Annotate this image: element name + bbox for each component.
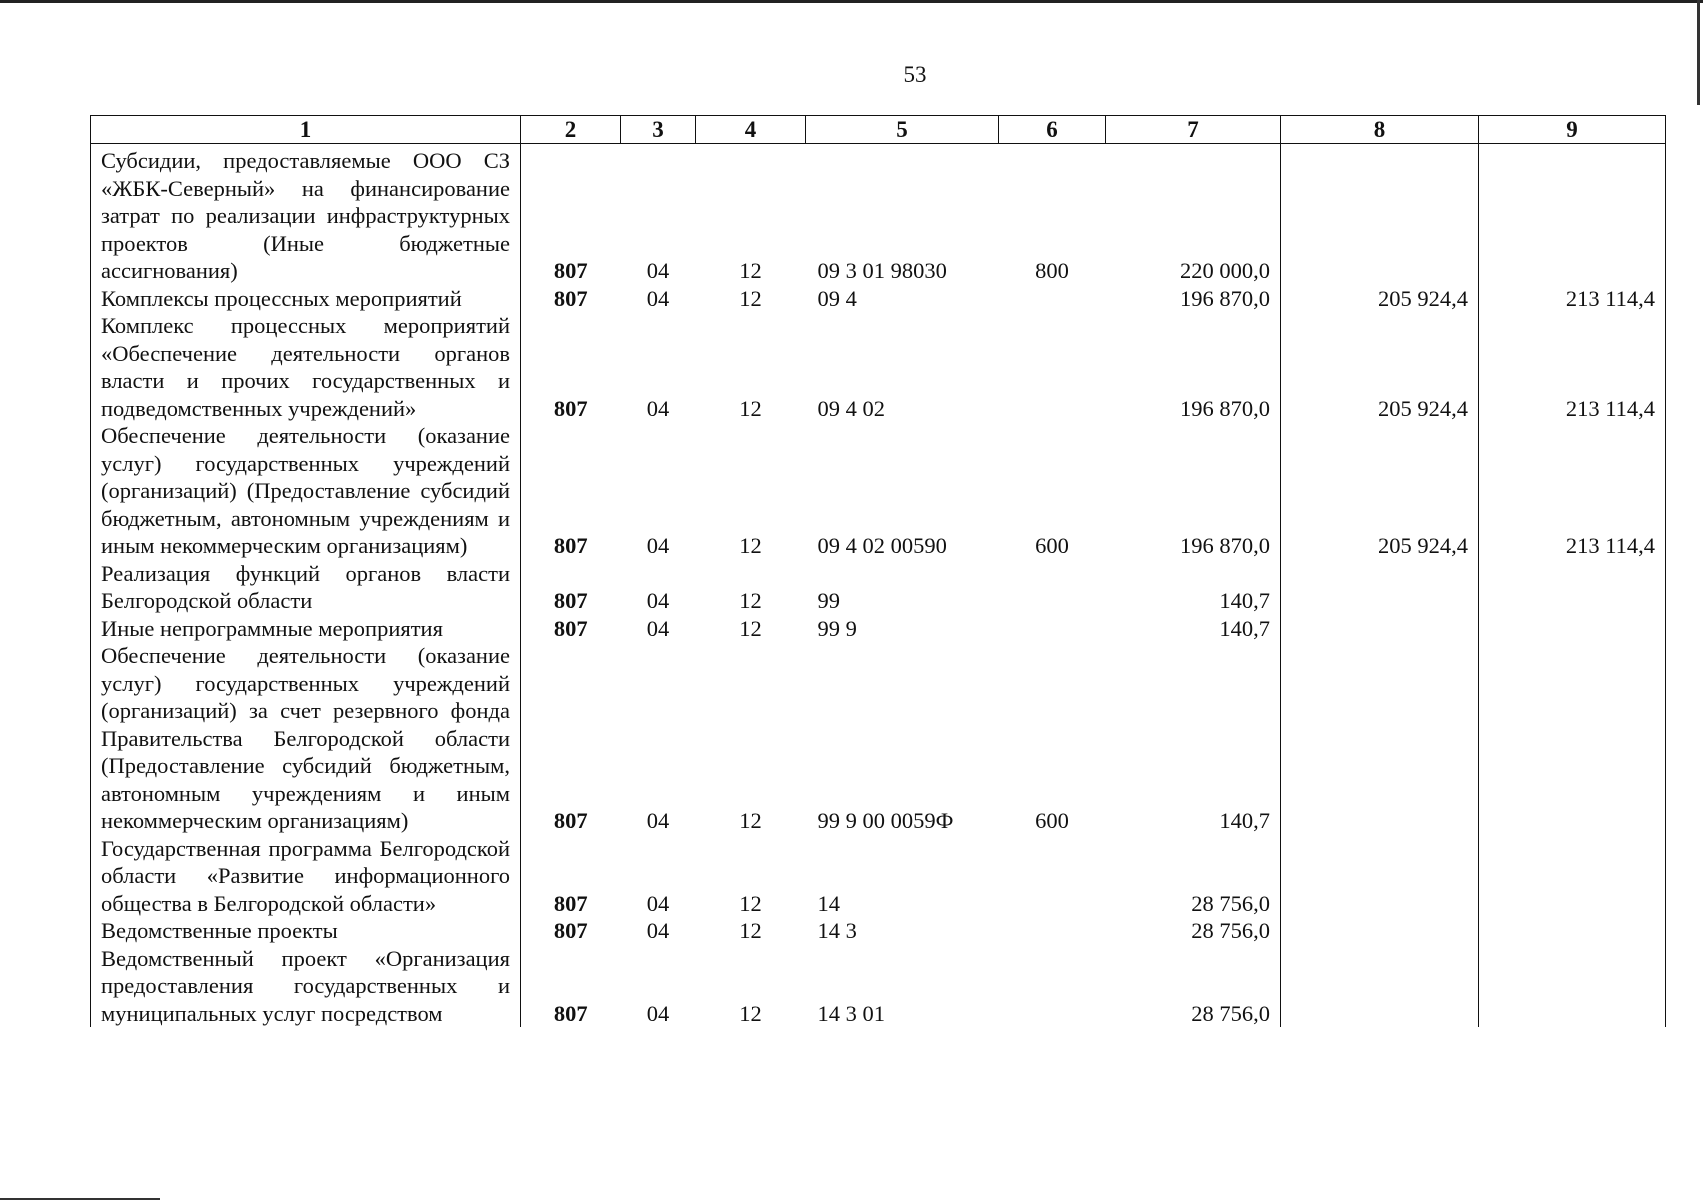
column-header: 1 <box>91 116 521 144</box>
expense-type <box>999 285 1106 313</box>
amount-col9 <box>1479 642 1666 835</box>
table-row <box>91 615 1666 643</box>
row-name: Ведомственный проект «Организация предоставления государственных и муниципальных услуг посредством <box>91 945 521 1028</box>
column-header: 7 <box>1106 116 1281 144</box>
row-name: Государственная программа Белгородской области «Развитие информационного общества в Белгородской области» <box>91 835 521 918</box>
ministry-code: 807 <box>521 422 621 560</box>
ministry-code: 807 <box>521 945 621 1028</box>
expense-type <box>999 945 1106 1028</box>
table-row <box>91 312 1666 422</box>
row-name: Иные непрограммные мероприятия <box>91 615 521 643</box>
row-name: Комплексы процессных мероприятий <box>91 285 521 313</box>
section-code: 04 <box>646 1000 670 1026</box>
section-code: 04 <box>646 258 670 283</box>
expense-type: 600 <box>1035 808 1069 833</box>
amount-col8: 205 924,4 <box>1281 422 1479 560</box>
column-header: 5 <box>806 116 999 144</box>
amount-col9 <box>1479 945 1666 1028</box>
row-name: Комплекс процессных мероприятий «Обеспечение деятельности органов власти и прочих государственных и подведомственных учреждений» <box>91 312 521 422</box>
column-header: 4 <box>696 116 806 144</box>
target-article: 09 4 <box>817 285 857 311</box>
amount-col7: 220 000,0 <box>1106 144 1281 285</box>
row-name: Ведомственные проекты <box>91 917 521 945</box>
amount-col9 <box>1479 144 1666 285</box>
subsection-code: 12 <box>739 285 762 311</box>
table-row <box>91 642 1666 835</box>
ministry-code: 807 <box>521 144 621 285</box>
column-header: 8 <box>1281 116 1479 144</box>
ministry-code: 807 <box>521 642 621 835</box>
amount-col7: 196 870,0 <box>1106 285 1281 313</box>
row-name: Реализация функций органов власти Белгородской области <box>91 560 521 615</box>
section-code: 04 <box>646 588 670 613</box>
amount-col8 <box>1281 917 1479 945</box>
amount-col9 <box>1479 560 1666 615</box>
ministry-code: 807 <box>521 917 621 945</box>
table-row <box>91 945 1666 1028</box>
amount-col9: 213 114,4 <box>1479 312 1666 422</box>
target-article: 09 4 02 <box>817 395 885 421</box>
target-article: 99 <box>817 588 840 613</box>
amount-col7: 28 756,0 <box>1106 835 1281 918</box>
amount-col8 <box>1281 835 1479 918</box>
target-article: 99 9 <box>817 615 857 641</box>
table-row <box>91 560 1666 615</box>
ministry-code: 807 <box>521 560 621 615</box>
target-article: 09 3 01 98030 <box>817 258 947 283</box>
expense-type <box>999 917 1106 945</box>
subsection-code: 12 <box>739 395 762 421</box>
row-name: Обеспечение деятельности (оказание услуг) государственных учреждений (организаций) за счет резервного фонда Правительства Белгородской области (Предоставление субсидий бюджетным, автономным учреждениям и иным некоммерческим организациям) <box>91 642 521 835</box>
table-header-row <box>91 116 1666 144</box>
expense-type <box>999 312 1106 422</box>
subsection-code: 12 <box>739 533 762 558</box>
column-header: 3 <box>621 116 696 144</box>
expense-type <box>999 560 1106 615</box>
row-name: Субсидии, предоставляемые ООО СЗ «ЖБК-Северный» на финансирование затрат по реализации инфраструктурных проектов (Иные бюджетные ассигнования) <box>91 144 521 285</box>
amount-col8: 205 924,4 <box>1281 285 1479 313</box>
subsection-code: 12 <box>739 588 762 613</box>
target-article: 14 3 <box>817 918 857 943</box>
target-article: 14 <box>817 890 840 916</box>
table-row <box>91 835 1666 918</box>
page-top-rule <box>0 0 1703 3</box>
ministry-code: 807 <box>521 615 621 643</box>
subsection-code: 12 <box>739 258 762 283</box>
section-code: 04 <box>646 285 670 311</box>
amount-col8 <box>1281 144 1479 285</box>
target-article: 14 3 01 <box>817 1000 885 1026</box>
section-code: 04 <box>646 918 670 943</box>
amount-col7: 140,7 <box>1106 642 1281 835</box>
amount-col7: 196 870,0 <box>1106 422 1281 560</box>
subsection-code: 12 <box>739 890 762 916</box>
amount-col7: 140,7 <box>1106 615 1281 643</box>
column-header: 2 <box>521 116 621 144</box>
amount-col8 <box>1281 615 1479 643</box>
table-row <box>91 422 1666 560</box>
ministry-code: 807 <box>521 285 621 313</box>
amount-col7: 196 870,0 <box>1106 312 1281 422</box>
amount-col9 <box>1479 917 1666 945</box>
table-row <box>91 144 1666 285</box>
section-code: 04 <box>646 615 670 641</box>
subsection-code: 12 <box>739 1000 762 1026</box>
amount-col7: 28 756,0 <box>1106 945 1281 1028</box>
amount-col9 <box>1479 835 1666 918</box>
budget-table <box>90 115 1666 1027</box>
amount-col8 <box>1281 642 1479 835</box>
amount-col9: 213 114,4 <box>1479 422 1666 560</box>
column-header: 9 <box>1479 116 1666 144</box>
expense-type <box>999 835 1106 918</box>
amount-col7: 140,7 <box>1106 560 1281 615</box>
expense-type <box>999 615 1106 643</box>
section-code: 04 <box>646 808 670 833</box>
expense-type: 600 <box>1035 533 1069 558</box>
subsection-code: 12 <box>739 615 762 641</box>
amount-col8 <box>1281 560 1479 615</box>
page-number: 53 <box>903 62 927 87</box>
ministry-code: 807 <box>521 835 621 918</box>
row-name: Обеспечение деятельности (оказание услуг) государственных учреждений (организаций) (Предоставление субсидий бюджетным, автономным учреждениям и иным некоммерческим организациям) <box>91 422 521 560</box>
amount-col8: 205 924,4 <box>1281 312 1479 422</box>
section-code: 04 <box>646 890 670 916</box>
amount-col8 <box>1281 945 1479 1028</box>
ministry-code: 807 <box>521 312 621 422</box>
page-right-rule <box>1697 0 1700 105</box>
amount-col7: 28 756,0 <box>1106 917 1281 945</box>
expense-type: 800 <box>1035 258 1069 283</box>
section-code: 04 <box>646 533 670 558</box>
amount-col9: 213 114,4 <box>1479 285 1666 313</box>
subsection-code: 12 <box>739 918 762 943</box>
column-header: 6 <box>999 116 1106 144</box>
table-row <box>91 917 1666 945</box>
subsection-code: 12 <box>739 808 762 833</box>
table-row <box>91 285 1666 313</box>
target-article: 09 4 02 00590 <box>817 533 947 558</box>
target-article: 99 9 00 0059Ф <box>817 808 954 833</box>
section-code: 04 <box>646 395 670 421</box>
amount-col9 <box>1479 615 1666 643</box>
